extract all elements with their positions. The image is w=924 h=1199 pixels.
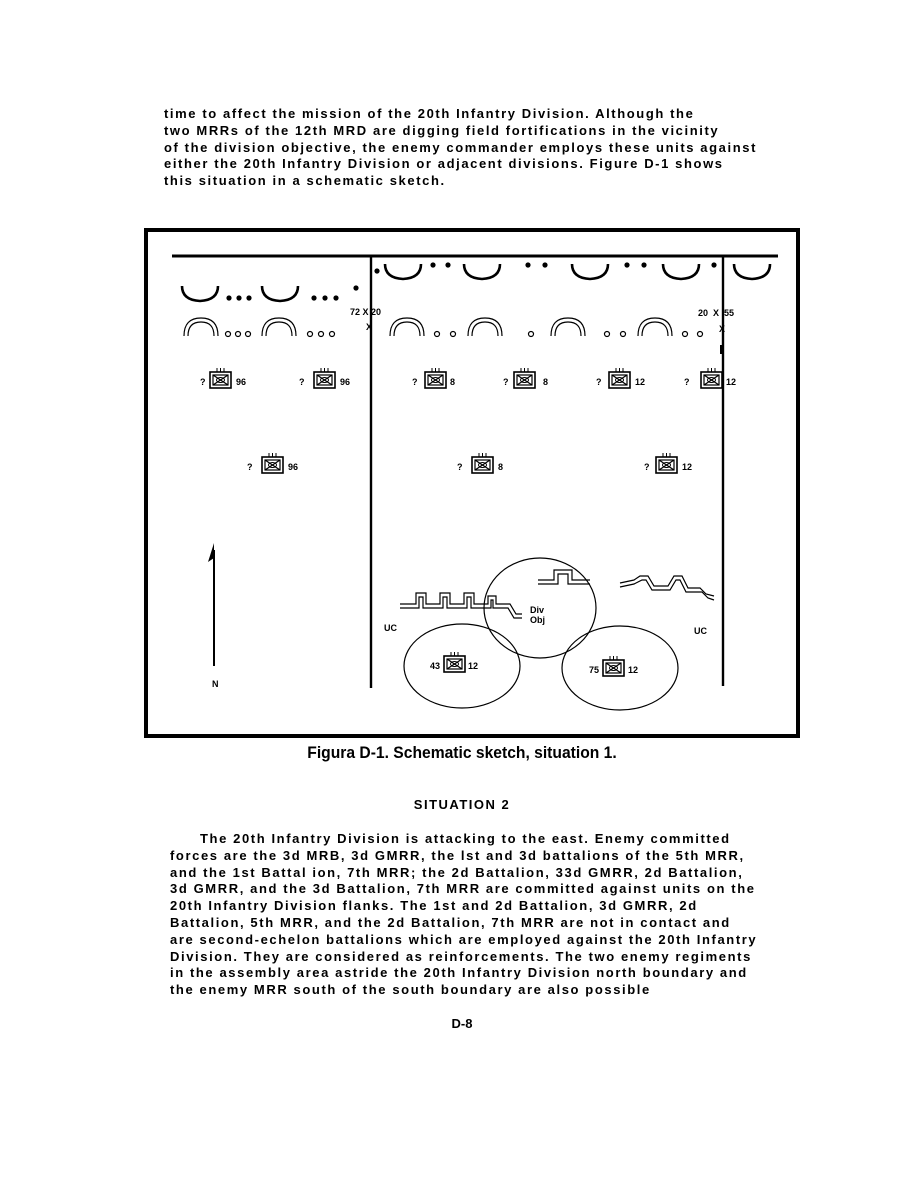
unit-number: 12 (682, 462, 693, 472)
situation2-line: 3d GMRR, and the 3d Battalion, 7th MRR are committed against units on the (170, 881, 756, 897)
situation2-line: Battalion, 5th MRR, and the 2d Battalion, 7th MRR are not in contact and (170, 914, 731, 930)
section-heading: SITUATION 2 (413, 797, 511, 812)
unit-number-right: 12 (628, 665, 639, 675)
unit-number: 96 (288, 462, 299, 472)
left-boundary-label: 72 X 20 (350, 307, 382, 317)
unit-number: 8 (450, 377, 456, 387)
objective-area (404, 558, 678, 710)
figure-caption: Figura D-1. Schematic sketch, situation 1. (307, 743, 617, 762)
unit-symbol (412, 368, 455, 388)
uc-right-label: UC (694, 626, 707, 636)
unit-number-left: 43 (430, 661, 441, 671)
north-label: N (212, 679, 219, 689)
unit-symbol (596, 368, 645, 388)
unit-symbol (684, 368, 736, 388)
situation2-line: The 20th Infantry Division is attacking to the east. Enemy committed (200, 831, 731, 846)
intro-line: this situation in a schematic sketch. (164, 173, 446, 189)
intro-line: of the division objective, the enemy commander employs these units against (164, 139, 758, 155)
unit-question: ? (457, 462, 463, 472)
unit-question: ? (684, 377, 690, 387)
situation2-line: and the 1st Battal ion, 7th MRR; the 2d Battalion, 33d GMRR, 2d Battalion, (170, 864, 744, 880)
trench-lines (400, 570, 714, 618)
enemy-positions (182, 262, 770, 301)
obstacle-row (184, 318, 721, 354)
unit-number: 8 (498, 462, 504, 472)
unit-question: ? (299, 377, 305, 387)
unit-question: ? (644, 462, 650, 472)
objective-label-line2: Obj (530, 615, 545, 625)
unit-number: 12 (635, 377, 646, 387)
unit-number-right: 12 (468, 661, 479, 671)
unit-symbol (503, 368, 548, 388)
situation2-paragraph (170, 831, 790, 999)
situation2-line: 20th Infantry Division flanks. The 1st and 2d Battalion, 3d GMRR, 2d (170, 898, 698, 914)
unit-number: 8 (543, 377, 549, 387)
intro-line: two MRRs of the 12th MRD are digging field fortifications in the vicinity (164, 122, 720, 138)
situation2-line: in the assembly area astride the 20th Infantry Division north boundary and (170, 965, 748, 981)
unit-question: ? (596, 377, 602, 387)
unit-symbol (457, 453, 503, 473)
unit-number: 12 (726, 377, 737, 387)
situation2-line: the enemy MRR south of the south boundary are also possible (170, 982, 651, 998)
unit-symbol (299, 368, 350, 388)
page-number: D-8 (451, 1016, 473, 1031)
unit-question: ? (503, 377, 509, 387)
intro-line: either the 20th Infantry Division or adjacent divisions. Figure D-1 shows (164, 156, 724, 172)
unit-number: 96 (236, 377, 247, 387)
right-boundary-label: 20 X 55 (698, 308, 735, 318)
uc-left-label: UC (384, 623, 397, 633)
north-arrow (208, 543, 219, 689)
unit-symbol (247, 453, 298, 473)
left-boundary-marker: X (366, 322, 373, 332)
intro-paragraph (164, 106, 788, 190)
unit-symbol (644, 453, 692, 473)
unit-number: 96 (340, 377, 351, 387)
situation2-line: forces are the 3d MRB, 3d GMRR, the lst and 3d battalions of the 5th MRR, (170, 847, 745, 863)
unit-symbol (589, 656, 638, 676)
objective-label-line1: Div (530, 605, 545, 615)
unit-question: ? (247, 462, 253, 472)
intro-line: time to affect the mission of the 20th Infantry Division. Although the (164, 106, 695, 121)
unit-number-left: 75 (589, 665, 600, 675)
unit-question: ? (200, 377, 206, 387)
unit-symbol (430, 652, 478, 672)
schematic-figure (144, 228, 800, 738)
situation2-line: are second-echelon battalions which are employed against the 20th Infantry (170, 931, 758, 947)
situation2-line: Division. They are considered as reinforcements. The two enemy regiments (170, 948, 752, 964)
unit-question: ? (412, 377, 418, 387)
right-boundary-marker: X (719, 324, 726, 334)
unit-symbol (200, 368, 246, 388)
